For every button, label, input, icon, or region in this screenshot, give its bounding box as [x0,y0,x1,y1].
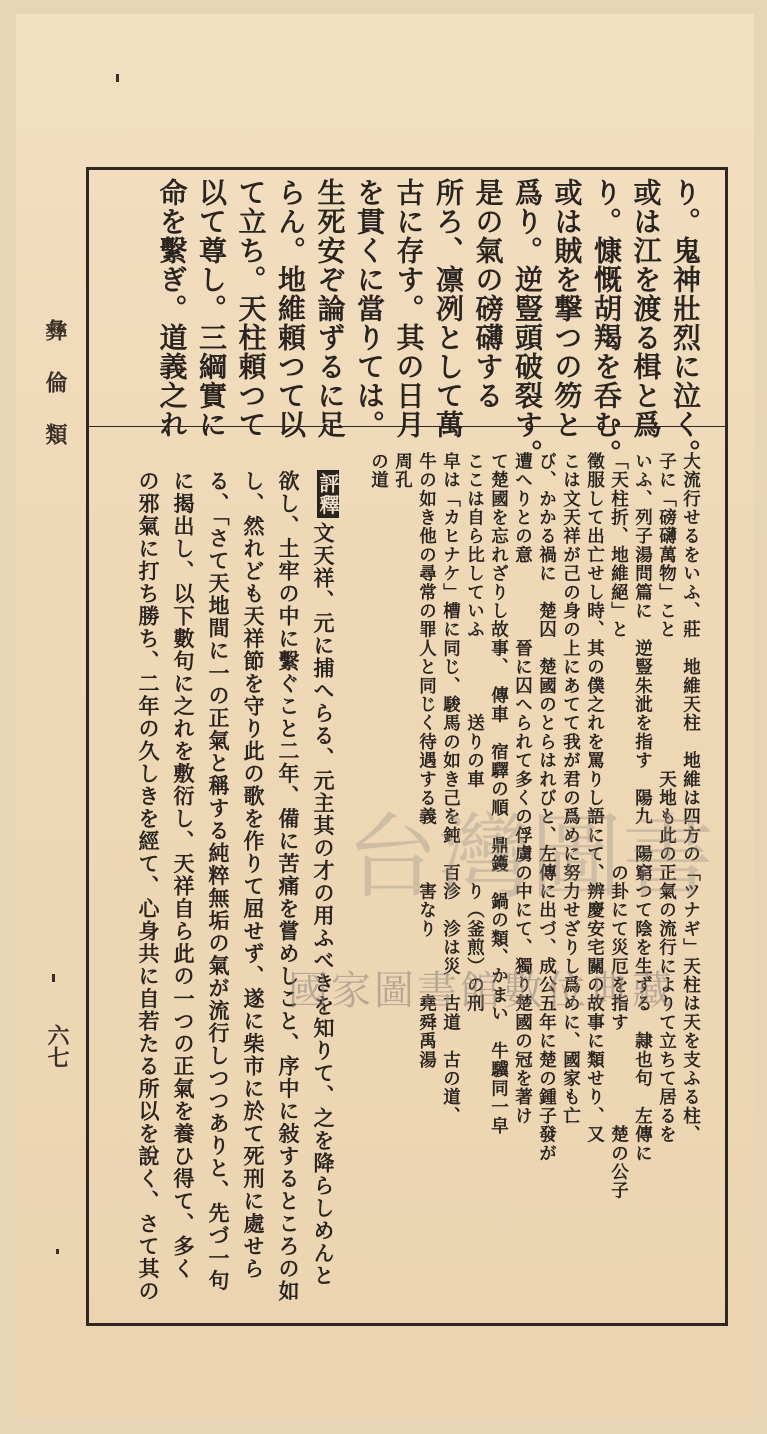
note-column: 周孔 [392,452,413,490]
running-title: 彝倫類 [42,319,68,475]
ink-mark [52,974,55,982]
note-column: 遭へりとの意 晉に囚へられて多くの俘虜の中にて、獨り楚國の冠を著け [512,452,533,1126]
poem-column: 是の氣の磅礴する [471,178,505,410]
commentary-column: 欲し、土牢の中に繫ぐこと二年、備に苦痛を嘗めしこと、序中に敍するところの如 [276,470,301,1303]
text-frame [86,167,728,1326]
poem-column: て立ち。天柱頼つて [234,178,268,439]
poem-column: 所ろ、凛冽として萬 [432,178,465,439]
poem-column: らん。地維頼つて以 [274,178,307,439]
note-column: 皁は「カヒナケ」槽に同じ、駿馬の如き己を鈍 百沴 沴は災 古道 古の道、 [440,452,461,1126]
note-column: て楚國を忘れざりし故事、 傳車 宿驛の順 鼎鑊 鍋の類、かまい 牛驥同一皁 [488,452,509,1136]
note-column: 牛の如き他の尋常の罪人と同じく待遇する義 害なり 堯舜禹湯 [416,452,437,1070]
poem-column: を貫くに當りては。 [353,178,386,439]
note-column: び、かかる禍に 楚囚 楚國のとらはれびと、左傳に出づ、成公五年に楚の鍾子發が [536,452,557,1163]
poem-column: り。鬼神壯烈に泣く。 [669,178,702,468]
note-column: いふ、列子湯問篇に 逆豎朱泚を指す 陽九 陽窮つて陰を生ずる 隷也句 左傳に [632,452,653,1163]
poem-column: り。慷慨胡羯を呑む。 [590,178,623,468]
note-column: 「天柱折、地維絕」と の卦にて災厄を指す 楚の公子 [608,452,629,1200]
ink-mark [56,1249,59,1254]
poem-column: 命を繫ぎ。道義之れ [155,178,189,439]
note-column: 徵服して出亡せし時、其の僕之れを罵りし語にて、辨慶安宅關の故事に類せり、又 [584,452,605,1144]
commentary-column: る、「さて天地間に一の正氣と稱する純粹無垢の氣が流行しつつありと、先づ一句 [206,470,231,1292]
ink-mark [116,74,119,82]
note-column: 大流行せるをいふ、莊 地維天柱 地維は四方の「ツナギ」天柱は天を支ふる柱、 [680,452,701,1144]
note-column: 子に「磅礴萬物」こと 天地も此の正氣の流行によりて立ちて居るを [656,452,677,1144]
commentary-column: の邪氣に打ち勝ち、二年の久しきを經て、心身共に自若たる所以を說く、さて其の [136,470,161,1303]
poem-column: 古に存す。其の日月 [392,178,426,439]
commentary-label: 評釋 [317,470,339,518]
poem-column: 以て尊し。三綱實に [195,178,228,439]
commentary-column: し、然れども天祥節を守り此の歌を作りて屈せず、遂に柴市に於て死刑に處せら [241,470,266,1280]
note-column: の道 [368,452,389,490]
poem-column: 或は江を渡る楫と爲 [629,178,663,439]
page [16,14,754,1418]
note-column: こは文天祥が己の身の上にあてて我が君の爲めに努力せざりし爲めに、國家も亡 [560,452,581,1126]
poem-column: 或は賊を撃つの笏と [550,178,584,439]
poem-column: 生死安ぞ論ずるに足 [313,178,347,439]
watermark-seal: 台灣圖書 [346,804,715,911]
page-number: 六七 [44,1024,70,1068]
commentary-column: 文天祥、元に捕へらる、元主其の才の用ふべきを知りて、之を降らしめんと [311,522,336,1287]
commentary-column: に揭出し、以下數句に之れを敷衍し、天祥自ら此の一つの正氣を養ひ得て、多く [171,470,196,1280]
poem-column: 爲り。逆豎頭破裂す。 [511,178,544,468]
commentary-label-wrap [317,470,339,524]
note-column: ここは自ら比していふ 送りの車 り（釜煎）の刑 [464,452,485,1013]
watermark-text: 國家圖書館數位典藏 [288,968,675,1014]
